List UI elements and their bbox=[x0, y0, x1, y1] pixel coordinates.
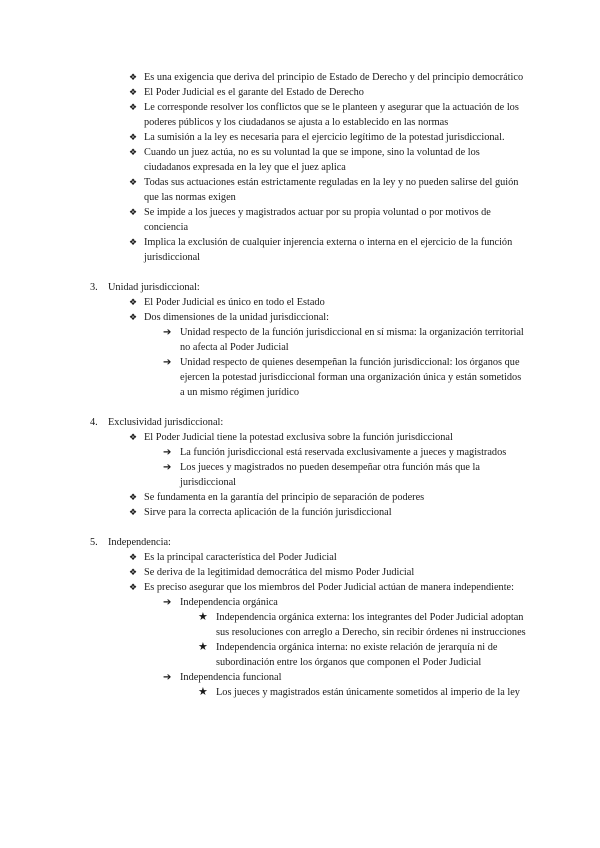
diamond-bullet-icon: ❖ bbox=[129, 177, 138, 187]
arrow-bullet-icon: ➔ bbox=[163, 327, 172, 338]
diamond-bullet-icon: ❖ bbox=[129, 507, 138, 517]
section-title: Unidad jurisdiccional: bbox=[108, 282, 200, 293]
diamond-bullet-icon: ❖ bbox=[129, 132, 138, 142]
section-heading-independencia bbox=[0, 535, 600, 550]
section-number: 5. bbox=[90, 537, 98, 548]
sub-sub-list-item: ★ Independencia orgánica externa: los integrantes del Poder Judicial adoptan sus resoluciones con arreglo a Derecho, sin recibir órdenes ni instrucciones bbox=[198, 611, 526, 638]
diamond-bullet-icon: ❖ bbox=[129, 552, 138, 562]
list-item: ❖ Sirve para la correcta aplicación de la función jurisdiccional bbox=[129, 507, 392, 518]
diamond-bullet-icon: ❖ bbox=[129, 237, 138, 247]
arrow-bullet-icon: ➔ bbox=[163, 447, 172, 458]
diamond-bullet-icon: ❖ bbox=[129, 432, 138, 442]
list-item: ❖ La sumisión a la ley es necesaria para el ejercicio legítimo de la potestad jurisdiccional. bbox=[129, 132, 505, 143]
sub-list-item: ➔ Unidad respecto de quienes desempeñan la función jurisdiccional: los órganos que ejercen la potestad jurisdiccional forman una organización única y están sometidos a un mismo régimen jurídico bbox=[163, 357, 522, 398]
list-item: ❖ Todas sus actuaciones están estrictamente reguladas en la ley y no pueden salirse del guión que las normas exigen bbox=[129, 177, 519, 203]
list-item: ❖ El Poder Judicial tiene la potestad exclusiva sobre la función jurisdiccional bbox=[129, 432, 453, 443]
diamond-bullet-icon: ❖ bbox=[129, 207, 138, 217]
intro-bullet-list bbox=[0, 70, 600, 265]
section-heading-exclusividad bbox=[0, 415, 600, 430]
list-item: ❖ Se fundamenta en la garantía del principio de separación de poderes bbox=[129, 492, 425, 503]
sub-list-item: ➔ Independencia funcional bbox=[163, 672, 282, 683]
sub-list-item: ➔ Los jueces y magistrados no pueden desempeñar otra función más que la jurisdiccional bbox=[163, 462, 480, 488]
arrow-bullet-icon: ➔ bbox=[163, 597, 172, 608]
diamond-bullet-icon: ❖ bbox=[129, 492, 138, 502]
sub-sub-list-item: ★ Los jueces y magistrados están únicamente sometidos al imperio de la ley bbox=[198, 686, 520, 698]
list-item: ❖ Es preciso asegurar que los miembros del Poder Judicial actúan de manera independiente: bbox=[129, 582, 514, 593]
diamond-bullet-icon: ❖ bbox=[129, 567, 138, 577]
list-item: ❖ Se deriva de la legitimidad democrática del mismo Poder Judicial bbox=[129, 567, 415, 578]
section-title: Independencia: bbox=[108, 537, 171, 548]
diamond-bullet-icon: ❖ bbox=[129, 582, 138, 592]
diamond-bullet-icon: ❖ bbox=[129, 102, 138, 112]
section-title: Exclusividad jurisdiccional: bbox=[108, 417, 224, 428]
arrow-bullet-icon: ➔ bbox=[163, 462, 172, 473]
list-item: ❖ Cuando un juez actúa, no es su voluntad la que se impone, sino la voluntad de los ciudadanos expresada en la ley que el juez aplica bbox=[129, 147, 480, 173]
list-item: ❖ Se impide a los jueces y magistrados actuar por su propia voluntad o por motivos de conciencia bbox=[129, 207, 491, 233]
list-item: ❖ El Poder Judicial es único en todo el Estado bbox=[129, 297, 325, 308]
star-bullet-icon: ★ bbox=[198, 611, 208, 623]
list-item: ❖ Dos dimensiones de la unidad jurisdiccional: bbox=[129, 312, 330, 323]
document-page bbox=[0, 70, 600, 700]
list-item: ❖ Es una exigencia que deriva del principio de Estado de Derecho y del principio democrático bbox=[129, 72, 524, 83]
diamond-bullet-icon: ❖ bbox=[129, 87, 138, 97]
star-bullet-icon: ★ bbox=[198, 641, 208, 653]
arrow-bullet-icon: ➔ bbox=[163, 357, 172, 368]
diamond-bullet-icon: ❖ bbox=[129, 297, 138, 307]
section-number: 4. bbox=[90, 417, 98, 428]
sub-sub-list-item: ★ Independencia orgánica interna: no existe relación de jerarquía ni de subordinación entre los órganos que componen el Poder Judicial bbox=[198, 641, 498, 668]
sub-list-item: ➔ La función jurisdiccional está reservada exclusivamente a jueces y magistrados bbox=[163, 447, 507, 458]
sub-list-item: ➔ Independencia orgánica bbox=[163, 597, 278, 608]
list-item: ❖ Implica la exclusión de cualquier injerencia externa o interna en el ejercicio de la función jurisdiccional bbox=[129, 237, 513, 263]
star-bullet-icon: ★ bbox=[198, 686, 208, 698]
diamond-bullet-icon: ❖ bbox=[129, 72, 138, 82]
list-item: ❖ Le corresponde resolver los conflictos que se le planteen y asegurar que la actuación de los poderes públicos y los ciudadanos se ajusta a lo establecido en las normas bbox=[129, 102, 519, 128]
list-item: ❖ Es la principal característica del Poder Judicial bbox=[129, 552, 337, 563]
section-heading-unidad bbox=[0, 280, 600, 295]
list-item: ❖ El Poder Judicial es el garante del Estado de Derecho bbox=[129, 87, 364, 98]
section-number: 3. bbox=[90, 282, 98, 293]
diamond-bullet-icon: ❖ bbox=[129, 312, 138, 322]
arrow-bullet-icon: ➔ bbox=[163, 672, 172, 683]
diamond-bullet-icon: ❖ bbox=[129, 147, 138, 157]
sub-list-item: ➔ Unidad respecto de la función jurisdiccional en sí misma: la organización territorial no afecta al Poder Judicial bbox=[163, 327, 524, 353]
